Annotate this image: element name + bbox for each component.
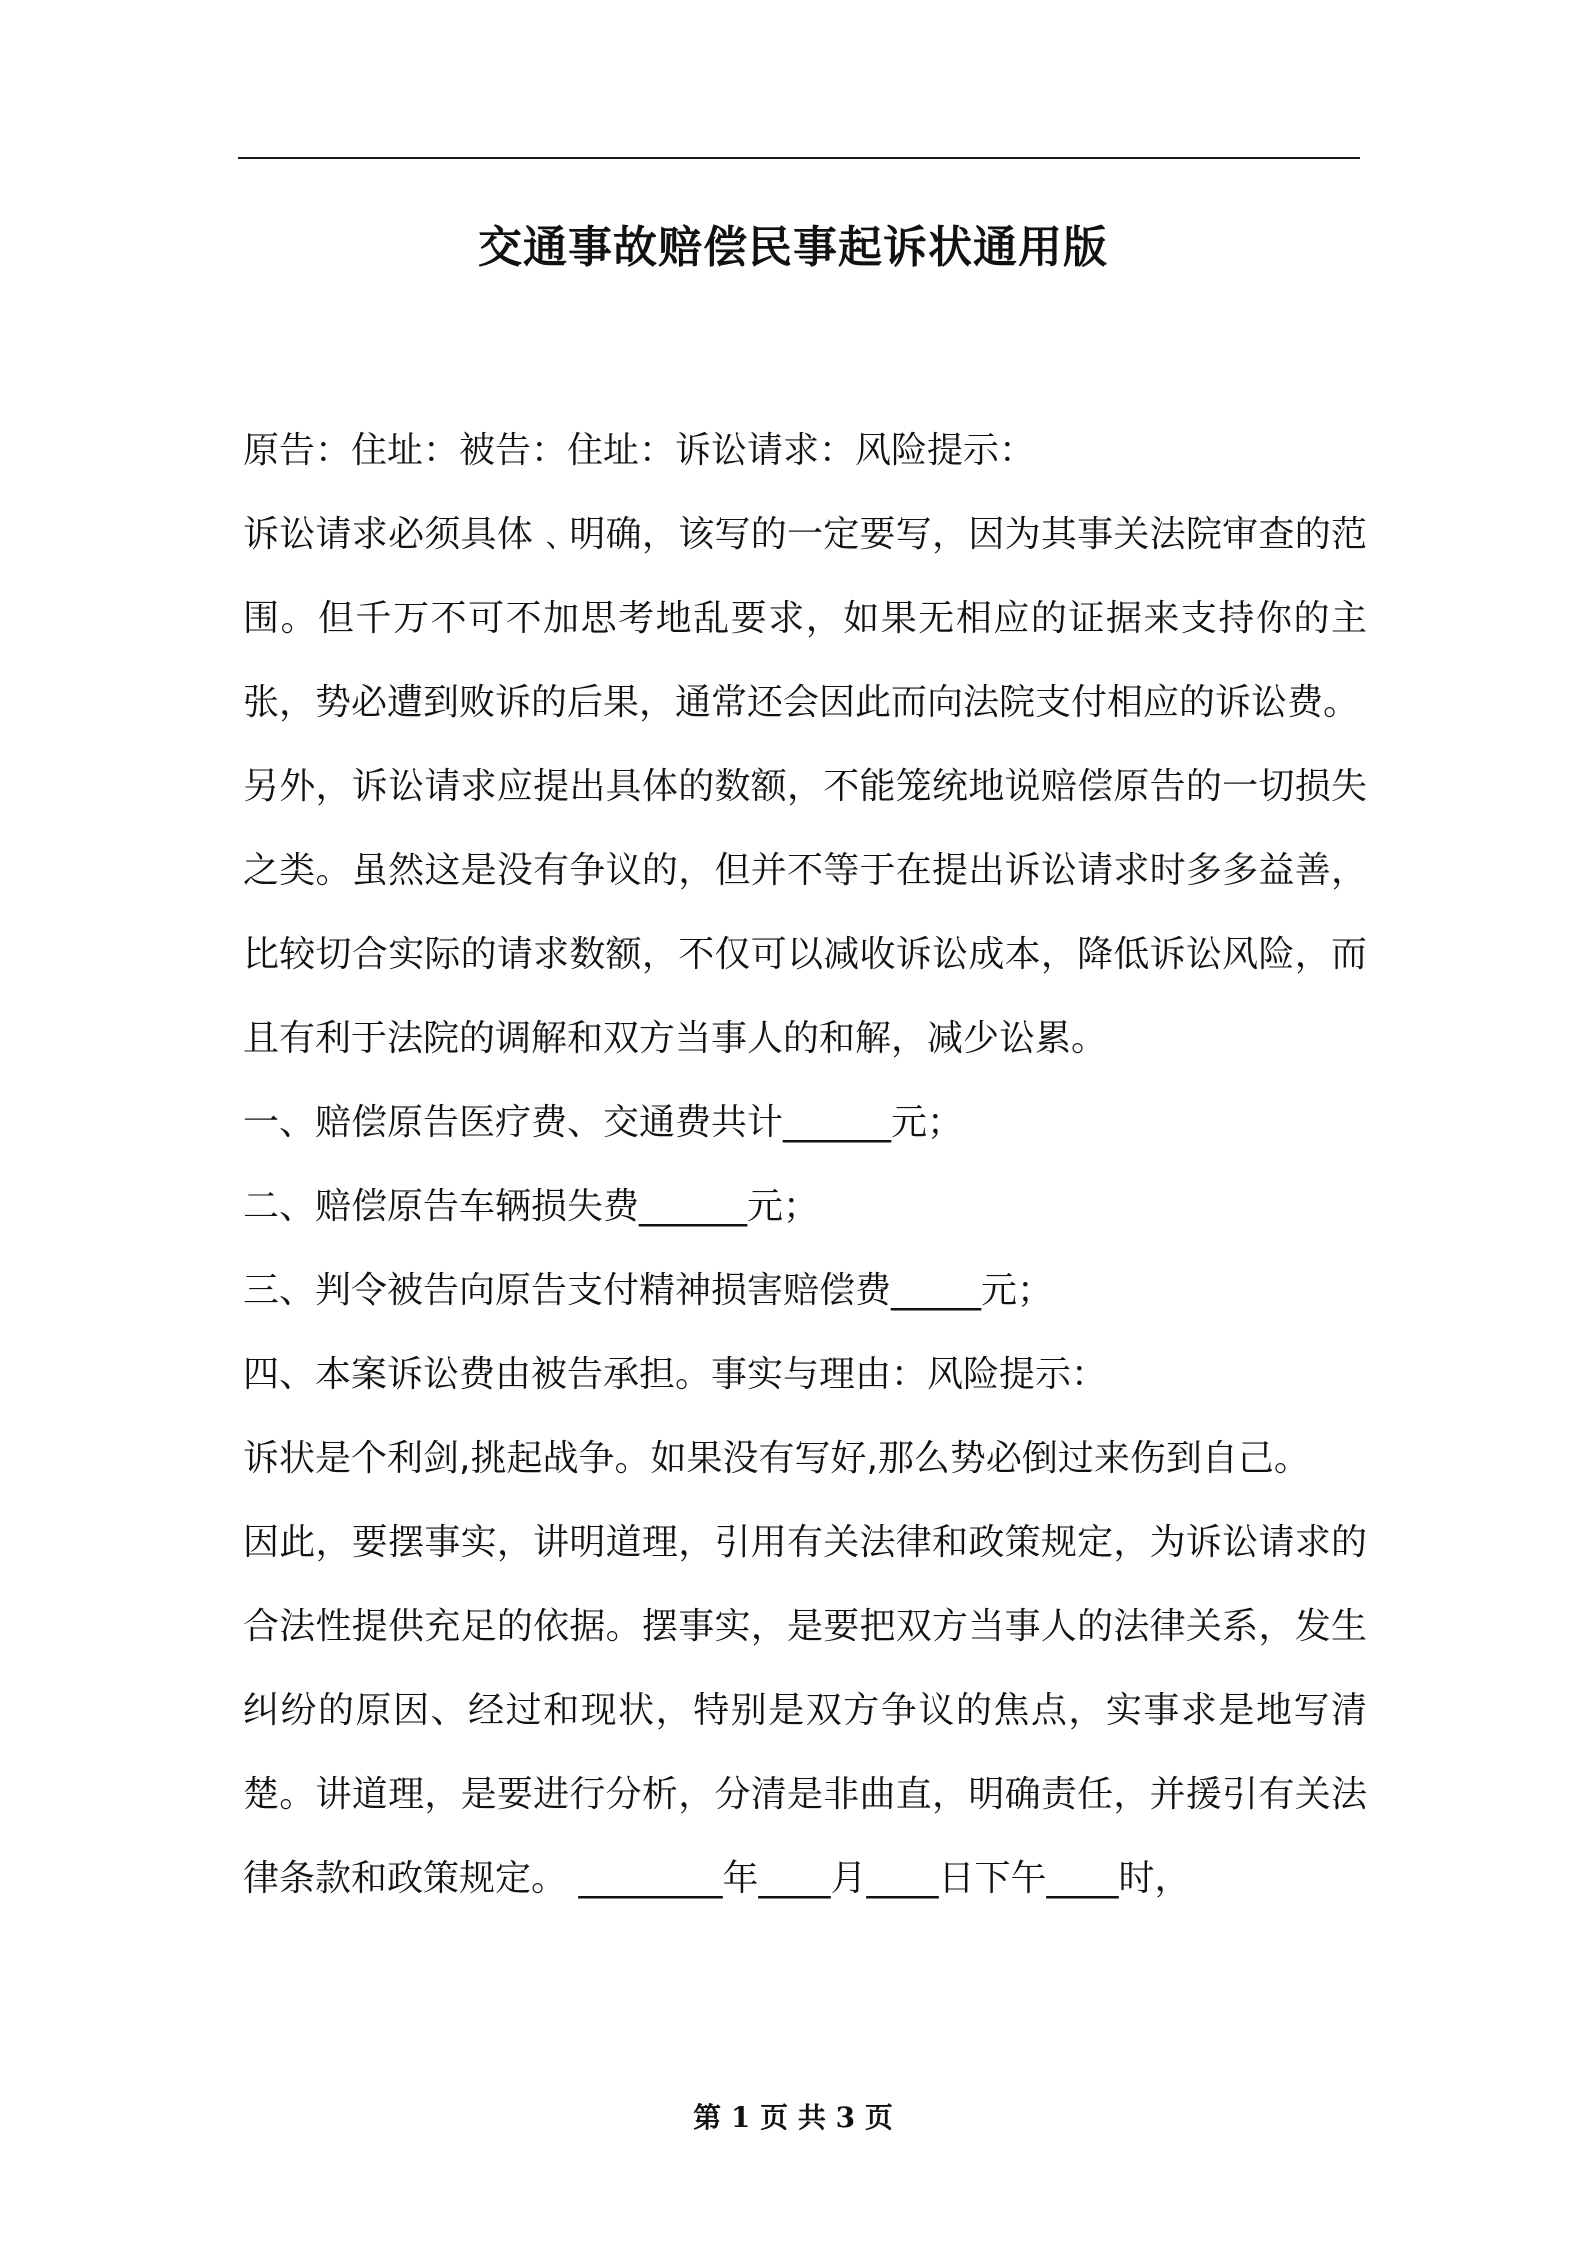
claim-item-4: 四、本案诉讼费由被告承担。事实与理由：风险提示： [243,1354,1108,1395]
paragraph-facts-reasons: 因此，要摆事实，讲明道理，引用有关法律和政策规定，为诉讼请求的合法性提供充足的依据。摆事实，是要把双方当事人的法律关系，发生纠纷的原因、经过和现状，特别是双方争议的焦点，实事求是地写清楚。讲道理，是要进行分析，分清是非曲直，明确责任，并援引有关法律条款和政策规定。 ________年____月____日下午____时， [243,1522,1367,1899]
document-title: 交通事故赔偿民事起诉状通用版 [478,222,1108,273]
claim-item-1: 一、赔偿原告医疗费、交通费共计______元； [243,1102,964,1143]
claim-item-2: 二、赔偿原告车辆损失费______元； [243,1186,820,1227]
document-body [243,409,1367,1921]
paragraph-claim-amount: 另外，诉讼请求应提出具体的数额，不能笼统地说赔偿原告的一切损失之类。虽然这是没有争议的，但并不等于在提出诉讼请求时多多益善，比较切合实际的请求数额，不仅可以减收诉讼成本，降低诉讼风险，而且有利于法院的调解和双方当事人的和解，减少讼累。 [243,766,1367,1059]
page-number: 第 1 页 共 3 页 [693,2101,893,2134]
paragraph-claim-requirements: 诉讼请求必须具体﹑明确，该写的一定要写，因为其事关法院审查的范围。但千万不可不加思考地乱要求，如果无相应的证据来支持你的主张，势必遭到败诉的后果，通常还会因此而向法院支付相应的诉讼费。 [243,514,1367,723]
header-rule [238,157,1360,159]
parties-line: 原告：住址：被告：住址：诉讼请求：风险提示： [243,430,1036,471]
paragraph-complaint-warning: 诉状是个利剑,挑起战争。如果没有写好,那么势必倒过来伤到自己。 [243,1438,1310,1479]
claim-item-3: 三、判令被告向原告支付精神损害赔偿费_____元； [243,1270,1054,1311]
